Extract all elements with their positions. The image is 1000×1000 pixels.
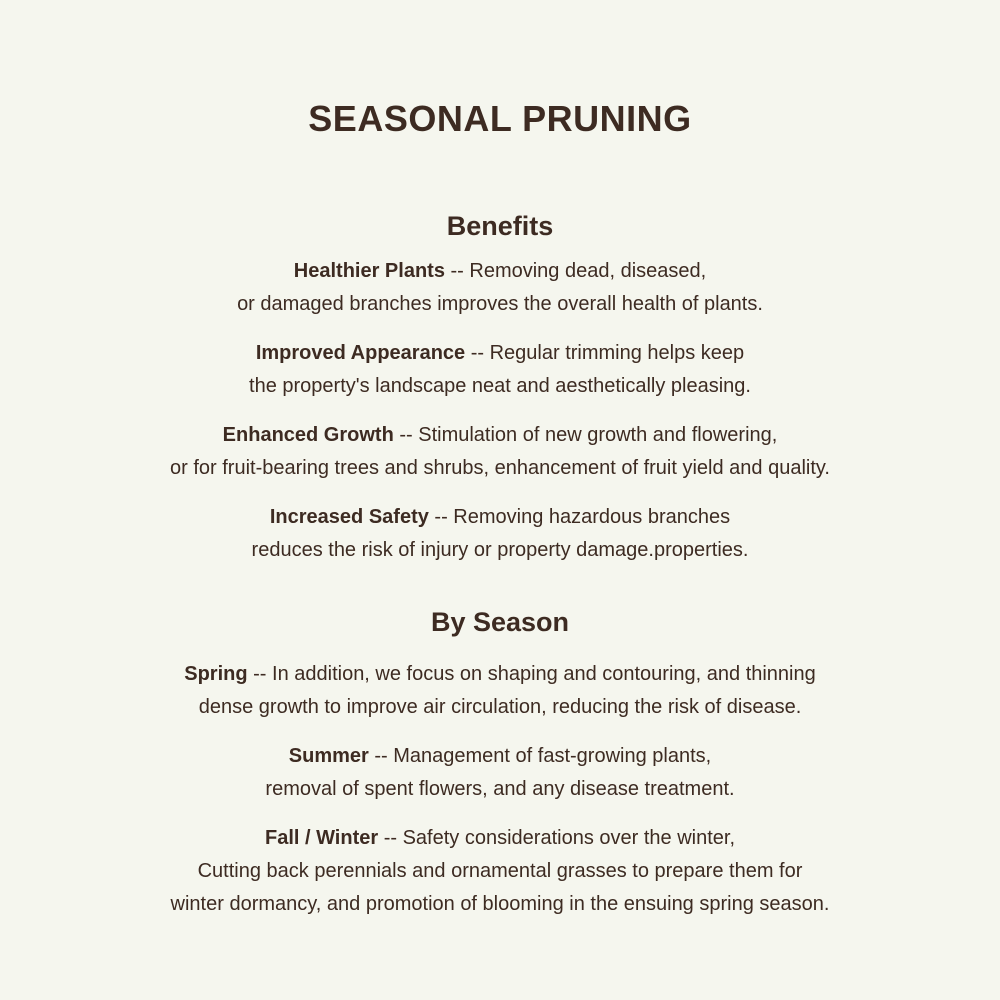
season-description-continued: removal of spent flowers, and any disease treatment. [265,778,735,800]
season-item-summer [100,740,900,806]
separator: -- [378,827,403,849]
season-term: Fall / Winter [264,827,379,849]
benefit-item-line [100,419,900,452]
benefit-item-increased-safety [100,501,900,567]
benefit-description: Regular trimming helps keep [489,342,745,364]
season-description-continued: winter dormancy, and promotion of blooming in the ensuing spring season. [170,893,830,915]
benefit-item-enhanced-growth [100,419,900,485]
season-description-continued: Cutting back perennials and ornamental grasses to prepare them for [197,860,803,882]
benefit-description-continued: or for fruit-bearing trees and shrubs, enhancement of fruit yield and quality. [170,457,830,479]
benefit-item-healthier-plants [100,255,900,321]
season-description: In addition, we focus on shaping and contouring, and thinning [272,663,816,685]
benefit-item-line [100,337,900,370]
separator: -- [393,424,419,446]
benefit-description: Removing hazardous branches [453,506,731,528]
separator: -- [465,342,490,364]
season-item-spring [100,658,900,724]
benefits-heading: Benefits [446,211,554,241]
benefit-term: Healthier Plants [293,260,445,282]
benefit-description-continued: reduces the risk of injury or property damage.properties. [251,539,749,561]
separator: -- [444,260,470,282]
benefit-description-continued: or damaged branches improves the overall health of plants. [237,293,763,315]
benefit-item-improved-appearance [100,337,900,403]
by-season-heading: By Season [430,607,570,637]
separator: -- [368,745,394,767]
season-description-continued: dense growth to improve air circulation, reducing the risk of disease. [198,696,802,718]
season-description: Management of fast-growing plants, [393,745,712,767]
benefit-description-continued: the property's landscape neat and aesthetically pleasing. [249,375,751,397]
season-term: Spring [184,663,248,685]
season-item-line [100,658,900,691]
season-description: Safety considerations over the winter, [402,827,735,849]
benefit-item-line [100,501,900,534]
benefit-description: Stimulation of new growth and flowering, [418,424,778,446]
season-item-line [100,822,900,855]
season-item-fall-winter [100,822,900,921]
benefit-term: Increased Safety [269,506,429,528]
page-title: SEASONAL PRUNING [308,98,692,139]
separator: -- [428,506,454,528]
benefit-term: Improved Appearance [255,342,466,364]
season-term: Summer [288,745,369,767]
season-item-line [100,740,900,773]
benefit-description: Removing dead, diseased, [469,260,707,282]
benefit-term: Enhanced Growth [222,424,394,446]
benefit-item-line [100,255,900,288]
separator: -- [247,663,273,685]
